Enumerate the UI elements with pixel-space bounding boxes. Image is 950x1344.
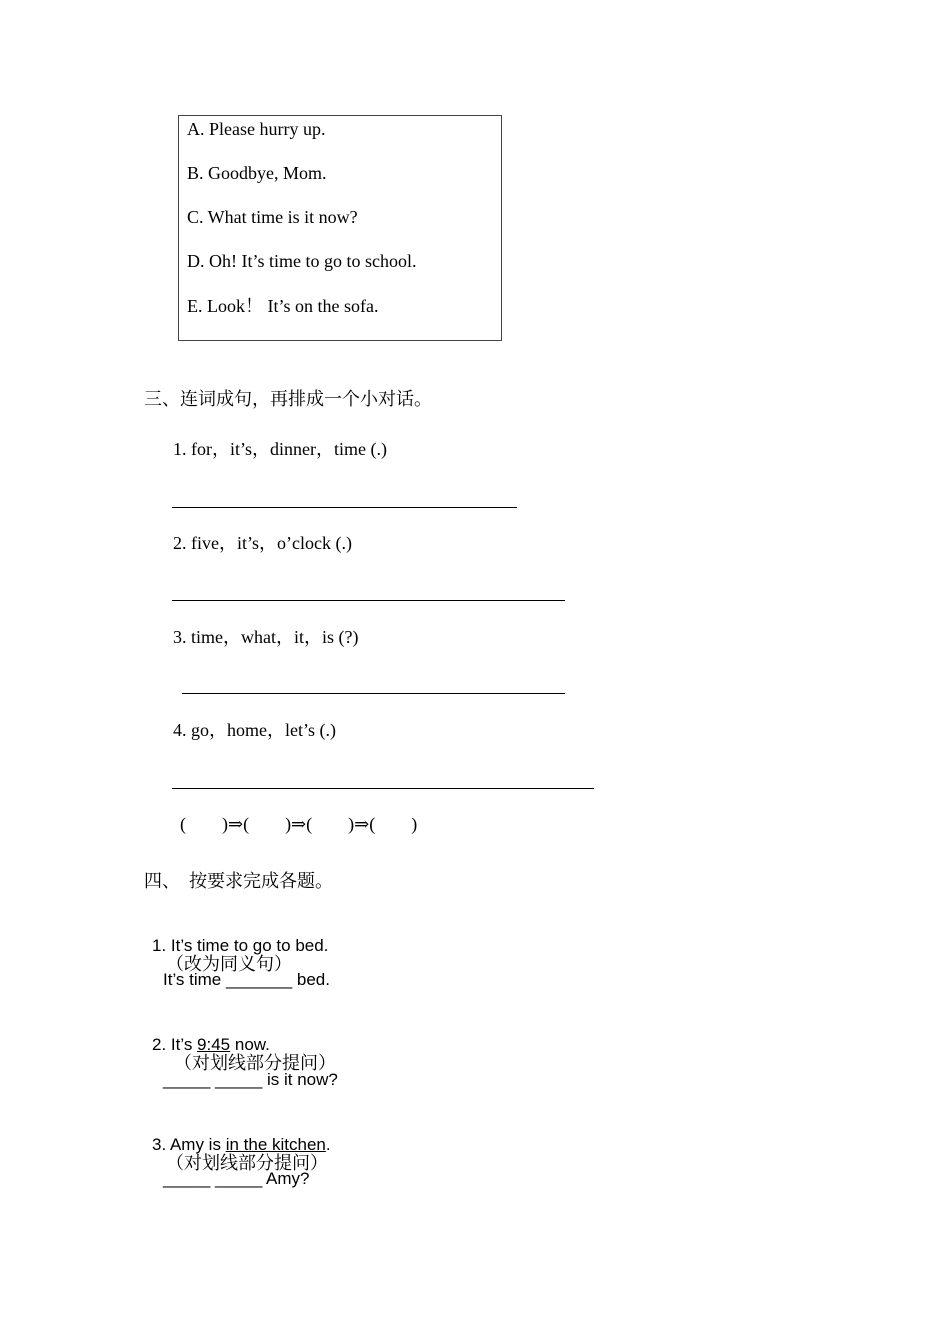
- q2-underlined: 9:45: [197, 1035, 231, 1054]
- section4-heading: 四、 按要求完成各题。: [144, 871, 333, 891]
- section4-q2: [144, 1020, 336, 1073]
- answer-line-3[interactable]: [182, 693, 565, 694]
- q2-answer[interactable]: _____ _____ is it now?: [163, 1070, 338, 1089]
- q1-answer[interactable]: It’s time _______ bed.: [163, 970, 330, 989]
- answer-line-4[interactable]: [172, 788, 594, 789]
- q3-suffix: .: [325, 1135, 331, 1154]
- options-box: [178, 115, 502, 341]
- q1-note: （改为同义句）: [166, 954, 292, 974]
- answer-line-1[interactable]: [172, 507, 517, 508]
- q3-answer[interactable]: _____ _____ Amy?: [163, 1169, 310, 1188]
- q2-suffix: now.: [230, 1035, 270, 1054]
- option-c: C. What time is it now?: [187, 207, 358, 227]
- section3-item-3: 3. time，what，it，is (?): [173, 627, 359, 647]
- order-sequence[interactable]: ( )⇒( )⇒( )⇒( ): [180, 814, 418, 834]
- q3-prefix: 3. Amy is: [152, 1135, 226, 1154]
- section3-item-4: 4. go，home，let’s (.): [173, 720, 336, 740]
- q1-text: 1. It’s time to go to bed.: [152, 936, 329, 955]
- section3-heading: 三、连词成句，再排成一个小对话。: [144, 389, 432, 409]
- section4-q1: [144, 921, 328, 974]
- section3-item-2: 2. five，it’s，o’clock (.): [173, 533, 352, 553]
- q3-note: （对划线部分提问）: [166, 1153, 328, 1173]
- option-a: A. Please hurry up.: [187, 119, 326, 139]
- q2-prefix: 2. It’s: [152, 1035, 198, 1054]
- q3-underlined: in the kitchen: [225, 1135, 326, 1154]
- section4-q3: [144, 1120, 331, 1173]
- option-b: B. Goodbye, Mom.: [187, 163, 327, 183]
- answer-line-2[interactable]: [172, 600, 565, 601]
- option-d: D. Oh! It’s time to go to school.: [187, 251, 417, 271]
- option-e: E. Look！ It’s on the sofa.: [187, 296, 379, 316]
- section3-item-1: 1. for，it’s，dinner，time (.): [173, 439, 387, 459]
- q2-note: （对划线部分提问）: [174, 1053, 336, 1073]
